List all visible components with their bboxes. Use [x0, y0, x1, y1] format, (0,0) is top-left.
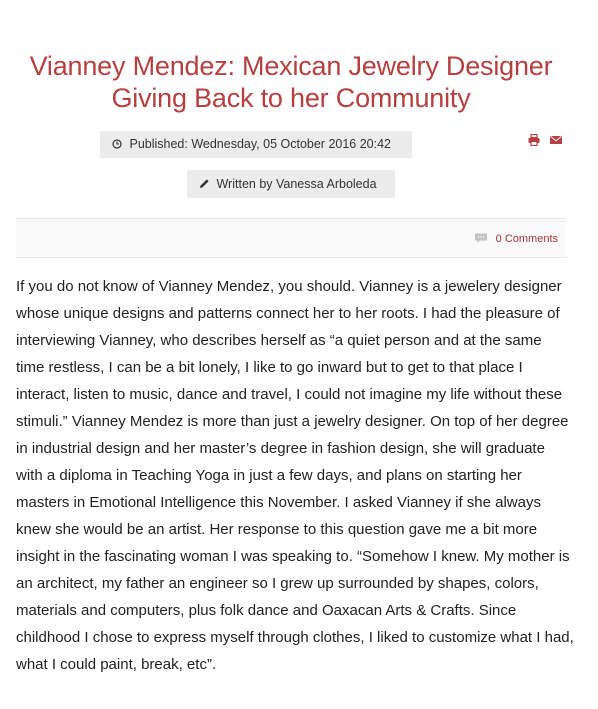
comments-link[interactable] [474, 232, 558, 246]
print-icon[interactable] [528, 134, 540, 146]
author-badge [187, 170, 395, 198]
published-date: Published: Wednesday, 05 October 2016 20:42 [129, 137, 392, 151]
article-title: Vianney Mendez: Mexican Jewelry Designer Giving Back to her Community [29, 51, 553, 113]
pencil-icon [199, 178, 210, 189]
envelope-icon[interactable] [550, 134, 562, 146]
clock-icon [112, 139, 122, 149]
comment-icon [474, 233, 488, 244]
author-name: Written by Vanessa Arboleda [216, 177, 377, 191]
published-date-badge [100, 131, 412, 158]
article-tools [528, 133, 568, 147]
comments-count: 0 Comments [495, 233, 558, 245]
article-body: If you do not know of Vianney Mendez, you should. Vianney is a jewelery designer whose unique designs and patterns connect her to her roots. I had the pleasure of interviewing Vianney, who describes herself as “a quiet person and at the same time restless, I can be a bit lonely, I like to go inward but to get to that place I interact, listen to music, dance and travel, I could not imagine my life without these stimuli.” Vianney Mendez is more than just a jewelry designer. On top of her degree in industrial design and her master’s degree in fashion design, she will graduate with a diploma in Teaching Yoga in just a few days, and plans on starting her masters in Emotional Intelligence this November. I asked Vianney if she always knew she would be an artist. Her response to this question gave me a bit more insight in the fascinating woman I was speaking to. “Somehow I knew. My mother is an architect, my father an engineer so I grew up surrounded by shapes, colors, materials and computers, plus folk dance and Oaxacan Arts & Crafts. Since childhood I chose to express myself through clothes, I liked to customize what I had, what I could paint, break, etc”. [16, 278, 574, 673]
comments-bar [16, 218, 566, 258]
